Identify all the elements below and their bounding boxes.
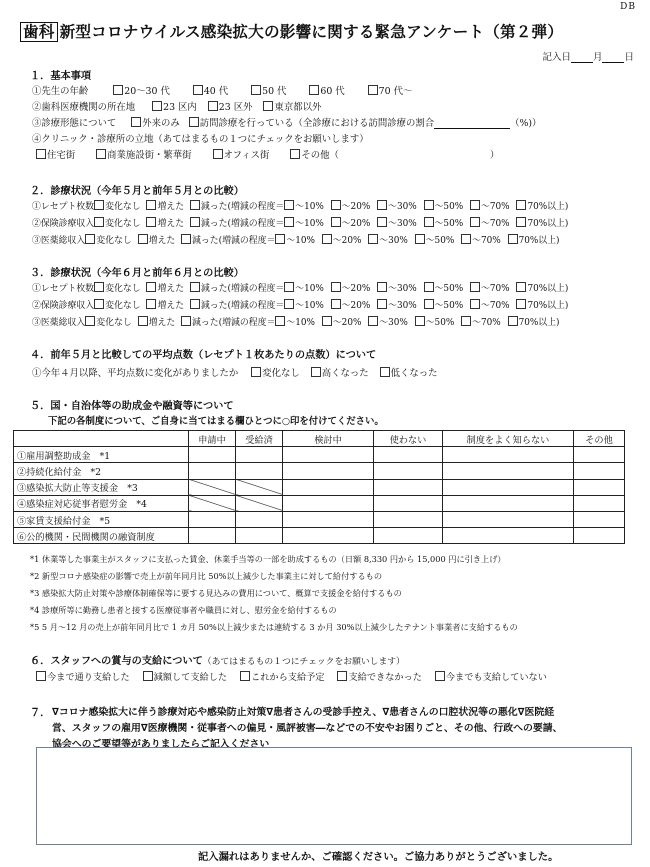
status-label: ②保険診療収入	[32, 219, 95, 229]
age-question	[32, 83, 412, 97]
area-option: その他（	[301, 150, 339, 161]
section7-line: 協会へのご要望等がありましたらご記入ください	[52, 739, 270, 750]
na-cell	[236, 495, 283, 511]
answer-cell[interactable]	[189, 463, 236, 479]
answer-cell[interactable]	[236, 511, 283, 527]
decrease-checkbox[interactable]	[181, 316, 191, 326]
na-cell	[189, 479, 236, 495]
range-label: ～20%	[341, 202, 371, 212]
table-header: 申請中	[189, 431, 236, 447]
range-checkbox[interactable]	[424, 282, 434, 292]
table-header: 検討中	[283, 431, 374, 447]
range-checkbox[interactable]	[322, 316, 332, 326]
points-checkbox[interactable]	[311, 367, 321, 377]
increase-checkbox[interactable]	[138, 234, 148, 244]
increase-label: 増えた	[157, 284, 185, 294]
area-checkbox[interactable]	[96, 149, 106, 159]
na-cell	[189, 495, 236, 511]
range-label: ～70%	[481, 219, 510, 229]
answer-cell[interactable]	[374, 495, 443, 511]
bonus-option: 今までも支給していない	[445, 672, 547, 683]
bonus-option: 今まで通り支給した	[47, 672, 130, 683]
row-label: ⑤家賃支援給付金 *5	[14, 511, 189, 527]
range-checkbox[interactable]	[331, 217, 341, 227]
range-label: ～50%	[434, 284, 464, 294]
range-label: ～70%	[481, 202, 510, 212]
answer-cell[interactable]	[189, 511, 236, 527]
area-checkbox[interactable]	[213, 149, 223, 159]
decrease-label: 減った	[200, 284, 228, 294]
range-checkbox[interactable]	[377, 200, 387, 210]
range-label: 70%以上)	[527, 219, 569, 229]
row-label: ⑥公的機関・民間機関の融資制度	[14, 528, 189, 544]
age-checkbox[interactable]	[251, 85, 261, 95]
bonus-checkbox[interactable]	[240, 671, 250, 681]
decrease-label: 減った	[200, 301, 228, 311]
location-checkbox[interactable]	[152, 101, 162, 111]
bonus-option: 支給できなかった	[348, 672, 422, 683]
answer-cell[interactable]	[574, 463, 625, 479]
answer-cell[interactable]	[374, 528, 443, 544]
answer-cell[interactable]	[189, 528, 236, 544]
range-label: ～70%	[481, 284, 510, 294]
form-code: DB	[620, 2, 636, 12]
range-label: ～50%	[434, 301, 464, 311]
range-label: ～30%	[388, 301, 417, 311]
table-header: 使わない	[374, 431, 443, 447]
range-checkbox[interactable]	[377, 299, 387, 309]
table-row	[14, 495, 625, 511]
footnote: *3 感染拡大防止対策や診療体制確保等に要する見込みの費用について、概算で支援金を給付するもの	[30, 588, 402, 598]
status-row	[32, 233, 560, 246]
decrease-checkbox[interactable]	[190, 217, 200, 227]
table-row	[14, 463, 625, 479]
range-label: ～20%	[332, 236, 362, 246]
answer-cell[interactable]	[443, 479, 574, 495]
no-change-label: 変化なし	[105, 301, 141, 311]
footnote: *4 診療所等に勤務し患者と接する医療従事者や職員に対し、慰労金を給付するもの	[30, 605, 337, 615]
range-checkbox[interactable]	[508, 234, 518, 244]
section7-number: ７．	[30, 708, 51, 719]
range-checkbox[interactable]	[424, 217, 434, 227]
range-checkbox[interactable]	[424, 299, 434, 309]
decrease-checkbox[interactable]	[181, 234, 191, 244]
area-option: 住宅街	[47, 150, 76, 161]
range-label: ～70%	[472, 318, 501, 328]
answer-cell[interactable]	[283, 511, 374, 527]
range-checkbox[interactable]	[377, 282, 387, 292]
status-label: ①レセプト枚数	[32, 284, 95, 294]
no-change-label: 変化なし	[105, 284, 141, 294]
range-label: ～50%	[425, 318, 455, 328]
footnote: *2 新型コロナ感染症の影響で売上が前年同月比 50%以上減少した事業主に対して給付するもの	[30, 571, 383, 581]
range-checkbox[interactable]	[470, 217, 480, 227]
range-label: ～50%	[434, 219, 464, 229]
location-checkbox[interactable]	[208, 101, 218, 111]
answer-cell[interactable]	[283, 447, 374, 463]
location-option: 23 区外	[218, 102, 253, 113]
range-checkbox[interactable]	[377, 217, 387, 227]
status-row	[32, 281, 568, 294]
range-label: ～20%	[341, 219, 371, 229]
status-row	[32, 298, 568, 311]
points-question	[32, 365, 438, 379]
footer-message: 記入漏れはありませんか、ご確認ください。ご協力ありがとうございました。	[198, 851, 559, 863]
degree-label: (増減の程度＝	[227, 219, 285, 229]
range-checkbox[interactable]	[461, 234, 471, 244]
answer-cell[interactable]	[374, 479, 443, 495]
points-checkbox[interactable]	[251, 367, 261, 377]
range-label: ～20%	[332, 318, 362, 328]
section1-heading: １．基本事項	[30, 71, 92, 82]
range-checkbox[interactable]	[368, 316, 378, 326]
degree-label: (増減の程度＝	[227, 301, 285, 311]
table-header	[14, 431, 189, 447]
no-change-checkbox[interactable]	[94, 299, 104, 309]
range-label: ～70%	[472, 236, 501, 246]
range-checkbox[interactable]	[470, 200, 480, 210]
no-change-label: 変化なし	[105, 202, 141, 212]
range-checkbox[interactable]	[331, 282, 341, 292]
range-label: ～10%	[286, 318, 315, 328]
range-checkbox[interactable]	[470, 282, 480, 292]
status-label: ②保険診療収入	[32, 301, 95, 311]
range-label: ～20%	[341, 284, 371, 294]
range-checkbox[interactable]	[424, 200, 434, 210]
answer-cell[interactable]	[189, 447, 236, 463]
close-paren: ）	[489, 150, 500, 161]
na-cell	[236, 479, 283, 495]
decrease-checkbox[interactable]	[190, 282, 200, 292]
no-change-checkbox[interactable]	[94, 282, 104, 292]
range-label: ～30%	[379, 236, 408, 246]
bonus-checkbox[interactable]	[337, 671, 347, 681]
decrease-checkbox[interactable]	[190, 200, 200, 210]
age-checkbox[interactable]	[368, 85, 378, 95]
range-label: ～10%	[295, 301, 324, 311]
practice-type-checkbox[interactable]	[131, 117, 141, 127]
range-checkbox[interactable]	[368, 234, 378, 244]
entry-date	[542, 49, 634, 63]
title-text: 新型コロナウイルス感染拡大の影響に関する緊急アンケート（第２弾）	[59, 23, 564, 41]
decrease-label: 減った	[192, 236, 219, 246]
range-checkbox[interactable]	[516, 217, 526, 227]
range-label: ～30%	[388, 202, 417, 212]
table-row	[14, 479, 625, 495]
status-label: ①レセプト枚数	[32, 202, 95, 212]
range-checkbox[interactable]	[516, 299, 526, 309]
answer-cell[interactable]	[374, 511, 443, 527]
row-label: ②持続化給付金 *2	[14, 463, 189, 479]
range-checkbox[interactable]	[470, 299, 480, 309]
range-checkbox[interactable]	[284, 299, 294, 309]
answer-cell[interactable]	[574, 447, 625, 463]
month-field[interactable]	[571, 52, 593, 63]
section2-heading: ２．診療状況（今年５月と前年５月との比較）	[30, 186, 244, 197]
table-header: その他	[574, 431, 625, 447]
row-label: ③感染拡大防止等支援金 *3	[14, 479, 189, 495]
answer-cell[interactable]	[283, 463, 374, 479]
answer-cell[interactable]	[443, 511, 574, 527]
row-label: ①雇用調整助成金 *1	[14, 447, 189, 463]
decrease-label: 減った	[200, 219, 228, 229]
title-tag: 歯科	[20, 22, 58, 42]
range-label: 70%以上)	[527, 284, 569, 294]
range-label: 70%以上)	[518, 318, 560, 328]
bonus-option: 減額して支給した	[153, 672, 228, 683]
footnote: *1 休業等した事業主がスタッフに支払った賃金、休業手当等の一部を助成するもの（日額 8,330 円から 15,000 円に引き上げ）	[30, 554, 506, 564]
location-option: 23 区内	[163, 102, 197, 113]
practice-type-label: ③診療形態について	[32, 118, 117, 129]
range-label: 70%以上)	[518, 236, 560, 246]
range-checkbox[interactable]	[275, 234, 285, 244]
row-label: ④感染症対応従事者慰労金 *4	[14, 495, 189, 511]
answer-cell[interactable]	[574, 479, 625, 495]
increase-checkbox[interactable]	[146, 200, 156, 210]
section5-subheading: 下記の各制度について、ご自身に当てはまる欄ひとつに○印を付けてください。	[48, 416, 384, 427]
range-checkbox[interactable]	[415, 316, 425, 326]
degree-label: (増減の程度＝	[218, 318, 276, 328]
no-change-checkbox[interactable]	[94, 217, 104, 227]
increase-checkbox[interactable]	[146, 217, 156, 227]
section5-heading: ５．国・自治体等の助成金や融資等について	[30, 401, 234, 412]
month-label: 月	[592, 52, 603, 63]
answer-cell[interactable]	[283, 479, 374, 495]
answer-cell[interactable]	[374, 463, 443, 479]
answer-cell[interactable]	[443, 528, 574, 544]
age-option: 20～30 代	[124, 86, 170, 97]
table-row	[14, 528, 625, 544]
range-label: ～50%	[434, 202, 464, 212]
practice-type-option: 訪問診療を行っている（全診療における訪問診療の割合	[199, 118, 435, 129]
range-label: ～10%	[295, 202, 324, 212]
footnote: *5 5 月～12 月の売上が前年同月比で 1 カ月 50%以上減少または連続する 3 か月 30%以上減少したテナント事業者に支給するもの	[30, 622, 518, 632]
range-label: ～70%	[481, 301, 510, 311]
range-checkbox[interactable]	[331, 200, 341, 210]
range-label: 70%以上)	[527, 202, 569, 212]
date-label: 記入日	[542, 52, 571, 63]
age-option: 60 代	[320, 86, 345, 97]
no-change-label: 変化なし	[96, 318, 132, 328]
bonus-checkbox[interactable]	[36, 671, 46, 681]
visit-ratio-field[interactable]	[434, 118, 510, 129]
points-option: 変化なし	[262, 368, 300, 379]
no-change-label: 変化なし	[96, 236, 132, 246]
range-label: ～30%	[388, 219, 417, 229]
area-option: 商業施設街・繁華街	[107, 150, 192, 161]
comment-textarea[interactable]	[36, 747, 632, 845]
clinic-location-question: ④クリニック・診療所の立地（あてはまるもの１つにチェックをお願いします）	[32, 134, 369, 145]
answer-cell[interactable]	[443, 447, 574, 463]
decrease-checkbox[interactable]	[190, 299, 200, 309]
age-option: 40 代	[203, 86, 229, 97]
answer-cell[interactable]	[574, 511, 625, 527]
area-checkbox[interactable]	[36, 149, 46, 159]
practice-type-question	[32, 115, 541, 129]
range-checkbox[interactable]	[415, 234, 425, 244]
status-row	[32, 199, 568, 212]
area-checkbox[interactable]	[290, 149, 300, 159]
range-label: 70%以上)	[527, 301, 569, 311]
decrease-label: 減った	[192, 318, 219, 328]
answer-cell[interactable]	[236, 447, 283, 463]
points-label: ①今年４月以降、平均点数に変化がありましたか	[32, 368, 239, 379]
range-checkbox[interactable]	[516, 200, 526, 210]
range-label: ～10%	[295, 219, 324, 229]
practice-type-checkbox[interactable]	[189, 117, 199, 127]
table-row	[14, 447, 625, 463]
range-checkbox[interactable]	[284, 200, 294, 210]
section6-heading	[30, 652, 405, 667]
status-row	[32, 315, 560, 328]
section6-title: ６．スタッフへの賞与の支給について	[30, 656, 203, 667]
day-field[interactable]	[602, 52, 624, 63]
section7-line: ∇コロナ感染拡大に伴う診療対応や感染防止対策∇患者さんの受診手控え、∇患者さんの口腔状況等の悪化∇医院経	[52, 707, 555, 718]
range-checkbox[interactable]	[461, 316, 471, 326]
location-label: ②歯科医療機関の所在地	[32, 102, 136, 113]
points-checkbox[interactable]	[380, 367, 390, 377]
page-title	[20, 20, 563, 42]
status-label: ③医薬総収入	[32, 236, 86, 246]
range-label: ～30%	[379, 318, 408, 328]
age-checkbox[interactable]	[193, 85, 203, 95]
location-checkbox[interactable]	[263, 101, 273, 111]
answer-cell[interactable]	[236, 463, 283, 479]
answer-cell[interactable]	[283, 528, 374, 544]
increase-label: 増えた	[148, 318, 176, 328]
range-label: ～10%	[295, 284, 324, 294]
bonus-checkbox[interactable]	[435, 671, 445, 681]
age-option: 70 代～	[378, 86, 413, 97]
location-question	[32, 99, 321, 113]
clinic-location-options	[36, 147, 499, 161]
status-label: ③医薬総収入	[32, 318, 86, 328]
age-option: 50 代	[262, 86, 287, 97]
answer-cell[interactable]	[374, 447, 443, 463]
practice-type-option: 外来のみ	[142, 118, 180, 129]
table-row	[14, 511, 625, 527]
answer-cell[interactable]	[236, 528, 283, 544]
location-option: 東京都以外	[274, 102, 322, 113]
section3-heading: ３．診療状況（今年６月と前年６月との比較）	[30, 268, 244, 279]
range-label: ～10%	[286, 236, 315, 246]
range-label: ～30%	[388, 284, 417, 294]
increase-checkbox[interactable]	[146, 299, 156, 309]
range-label: ～20%	[341, 301, 371, 311]
answer-cell[interactable]	[574, 528, 625, 544]
decrease-label: 減った	[200, 202, 228, 212]
increase-checkbox[interactable]	[138, 316, 148, 326]
range-checkbox[interactable]	[516, 282, 526, 292]
age-checkbox[interactable]	[309, 85, 319, 95]
range-checkbox[interactable]	[322, 234, 332, 244]
points-option: 低くなった	[390, 368, 438, 379]
increase-checkbox[interactable]	[146, 282, 156, 292]
increase-label: 増えた	[148, 236, 176, 246]
range-checkbox[interactable]	[275, 316, 285, 326]
answer-cell[interactable]	[574, 495, 625, 511]
no-change-checkbox[interactable]	[94, 200, 104, 210]
section4-heading: ４．前年５月と比較しての平均点数（レセプト１枚あたりの点数）について	[30, 350, 377, 361]
degree-label: (増減の程度＝	[227, 202, 285, 212]
table-header: 制度をよく知らない	[443, 431, 574, 447]
no-change-checkbox[interactable]	[85, 316, 95, 326]
range-label: ～50%	[425, 236, 455, 246]
status-row	[32, 216, 568, 229]
table-header-row	[14, 431, 625, 447]
no-change-checkbox[interactable]	[85, 234, 95, 244]
age-label: ①先生の年齢	[32, 86, 89, 97]
age-checkbox[interactable]	[113, 85, 123, 95]
points-option: 高くなった	[321, 368, 369, 379]
increase-label: 増えた	[157, 202, 185, 212]
increase-label: 増えた	[157, 219, 185, 229]
answer-cell[interactable]	[443, 463, 574, 479]
day-label: 日	[624, 52, 634, 63]
section6-note: （あてはまるもの１つにチェックをお願いします）	[202, 657, 405, 667]
bonus-options	[36, 669, 547, 683]
answer-cell[interactable]	[283, 495, 374, 511]
bonus-option: これから支給予定	[251, 672, 325, 683]
table-header: 受給済	[236, 431, 283, 447]
section7-line: 営、スタッフの雇用∇医療機関・従事者への偏見・風評被害―などでの不安やお困りごと、その他、行政への要請、	[52, 723, 563, 734]
bonus-checkbox[interactable]	[143, 671, 153, 681]
range-checkbox[interactable]	[508, 316, 518, 326]
range-checkbox[interactable]	[284, 282, 294, 292]
degree-label: (増減の程度＝	[218, 236, 276, 246]
degree-label: (増減の程度＝	[227, 284, 285, 294]
subsidy-table	[13, 430, 625, 544]
percent-label: （%)）	[510, 118, 542, 129]
no-change-label: 変化なし	[105, 219, 141, 229]
area-option: オフィス街	[223, 150, 270, 161]
range-checkbox[interactable]	[284, 217, 294, 227]
increase-label: 増えた	[157, 301, 185, 311]
answer-cell[interactable]	[443, 495, 574, 511]
range-checkbox[interactable]	[331, 299, 341, 309]
